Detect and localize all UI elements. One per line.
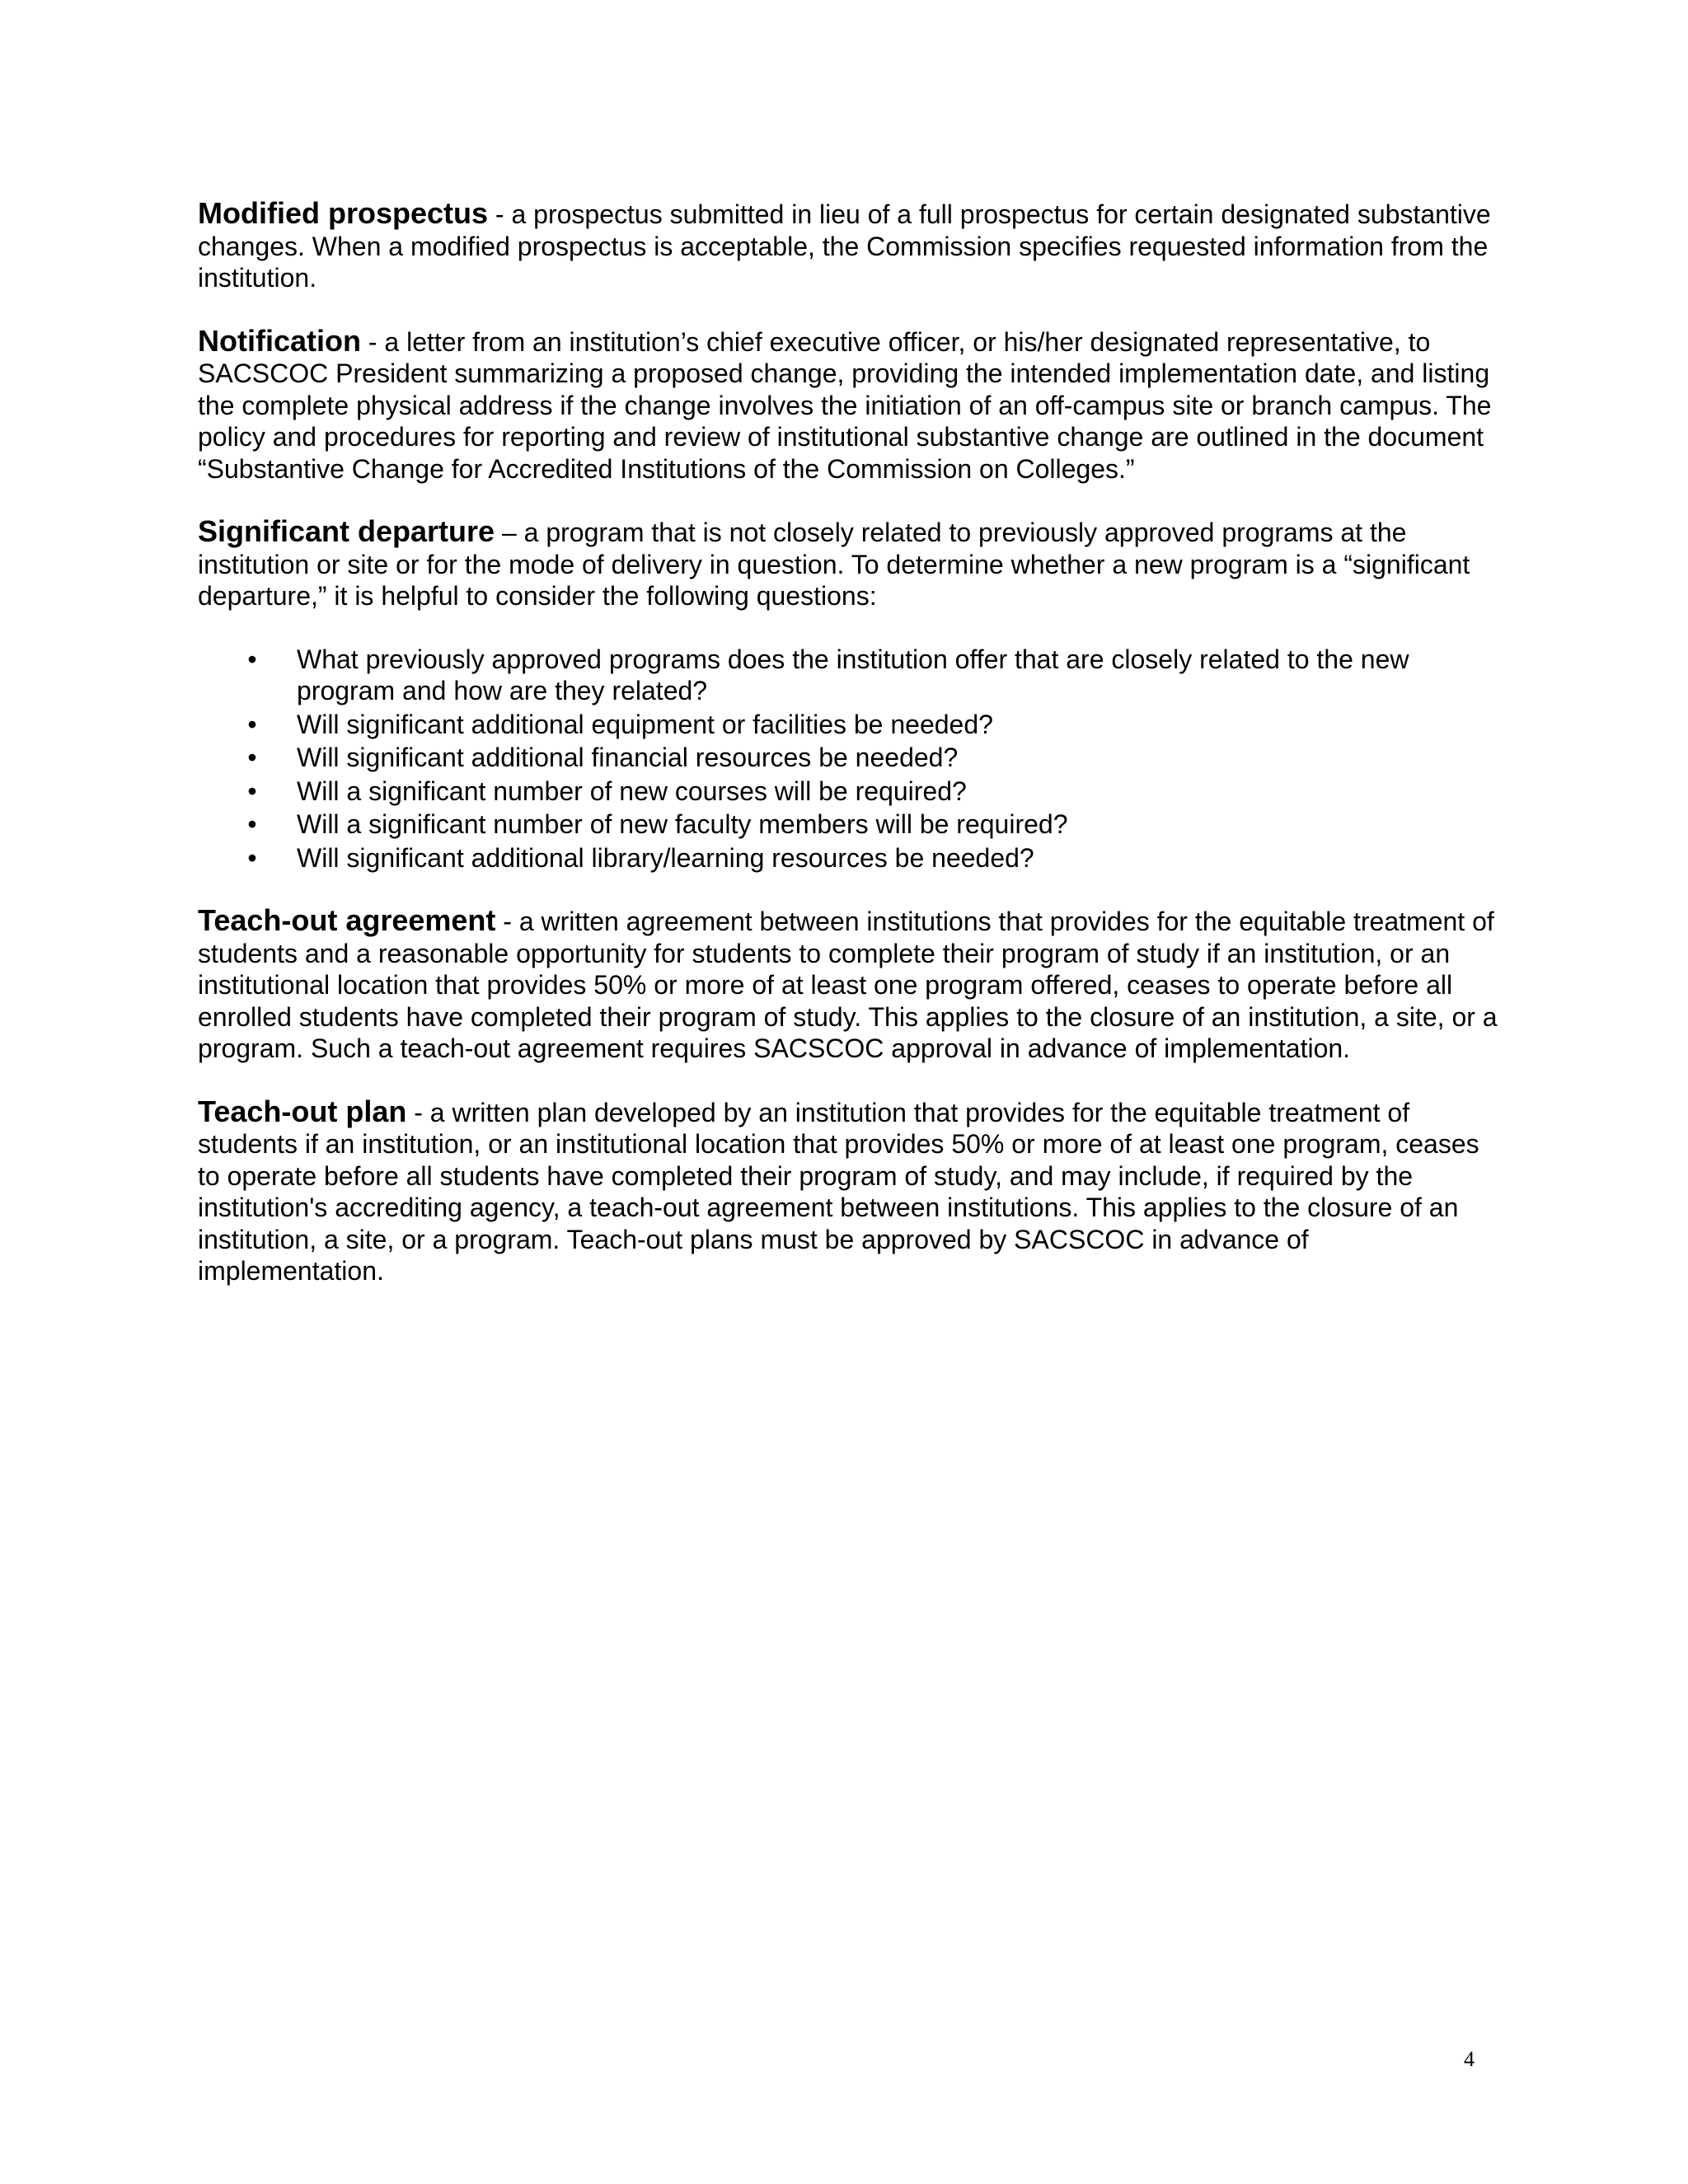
list-item: [198, 808, 1500, 841]
list-item: [198, 776, 1500, 808]
list-item-text: Will a significant number of new faculty members will be required?: [297, 809, 1068, 839]
list-item-text: Will significant additional library/learning resources be needed?: [297, 842, 1034, 873]
list-item: [198, 742, 1500, 774]
definition-significant-departure: [198, 516, 1500, 612]
bullet-icon: •: [247, 809, 257, 839]
definition-teach-out-plan: [198, 1096, 1500, 1287]
list-item-text: Will significant additional equipment or facilities be needed?: [297, 709, 993, 739]
definition-term: Teach-out agreement: [198, 903, 496, 937]
list-item-text: Will significant additional financial resources be needed?: [297, 743, 959, 772]
bullet-icon: •: [247, 842, 257, 873]
list-item-text: Will a significant number of new courses will be required?: [297, 776, 967, 806]
definition-term: Significant departure: [198, 514, 495, 548]
definition-separator: -: [406, 1097, 430, 1127]
definition-text: a written plan developed by an institution that provides for the equitable treatment of students if an institution, or an institutional location that provides 50% or more of at least one program, ceases to operate before all students have completed their program of study, and may include, if required by the institution's accrediting agency, a teach-out agreement between institutions. This applies to the closure of an institution, a site, or a program. Teach-out plans must be approved by SACSCOC in advance of implementation.: [198, 1097, 1479, 1286]
definition-text: a written agreement between institutions that provides for the equitable treatment of students and a reasonable opportunity for students to complete their program of study if an institution, or an institutional location that provides 50% or more of at least one program offered, ceases to operate before all enrolled students have completed their program of study. This applies to the closure of an institution, a site, or a program. Such a teach-out agreement requires SACSCOC approval in advance of implementation.: [198, 907, 1498, 1063]
definition-term: Teach-out plan: [198, 1094, 407, 1128]
definition-separator: –: [495, 518, 524, 547]
definition-text: a letter from an institution’s chief executive officer, or his/her designated representative, to SACSCOC President summarizing a proposed change, providing the intended implementation date, and listing the complete physical address if the change involves the initiation of an off-campus site or branch campus. The policy and procedures for reporting and review of institutional substantive change are outlined in the document “Substantive Change for Accredited Institutions of the Commission on Colleges.”: [198, 326, 1492, 484]
definition-teach-out-agreement: [198, 905, 1500, 1065]
page-number: 4: [1464, 2047, 1475, 2071]
bullet-icon: •: [247, 776, 257, 806]
bullet-icon: •: [247, 644, 257, 674]
list-item: [198, 842, 1500, 874]
definition-separator: -: [495, 907, 519, 936]
bullet-icon: •: [247, 743, 257, 772]
definition-text: a program that is not closely related to previously approved programs at the institution or site or for the mode of delivery in question. To determine whether a new program is a “significant departure,” it is helpful to consider the following questions:: [198, 518, 1470, 611]
definition-term: Notification: [198, 323, 361, 358]
significant-departure-questions: [198, 644, 1500, 874]
list-item-text: What previously approved programs does the institution offer that are closely related to the new program and how are they related?: [297, 644, 1409, 705]
definition-term: Modified prospectus: [198, 196, 489, 230]
definition-modified-prospectus: [198, 198, 1500, 294]
page-content: [198, 198, 1500, 1319]
list-item: [198, 709, 1500, 741]
definition-text: a prospectus submitted in lieu of a full prospectus for certain designated substantive changes. When a modified prospectus is acceptable, the Commission specifies requested information from the institution.: [198, 199, 1491, 293]
definition-notification: [198, 323, 1500, 485]
definition-separator: -: [360, 326, 385, 357]
list-item: [198, 644, 1500, 707]
bullet-icon: •: [247, 709, 257, 739]
definition-separator: -: [488, 199, 512, 229]
